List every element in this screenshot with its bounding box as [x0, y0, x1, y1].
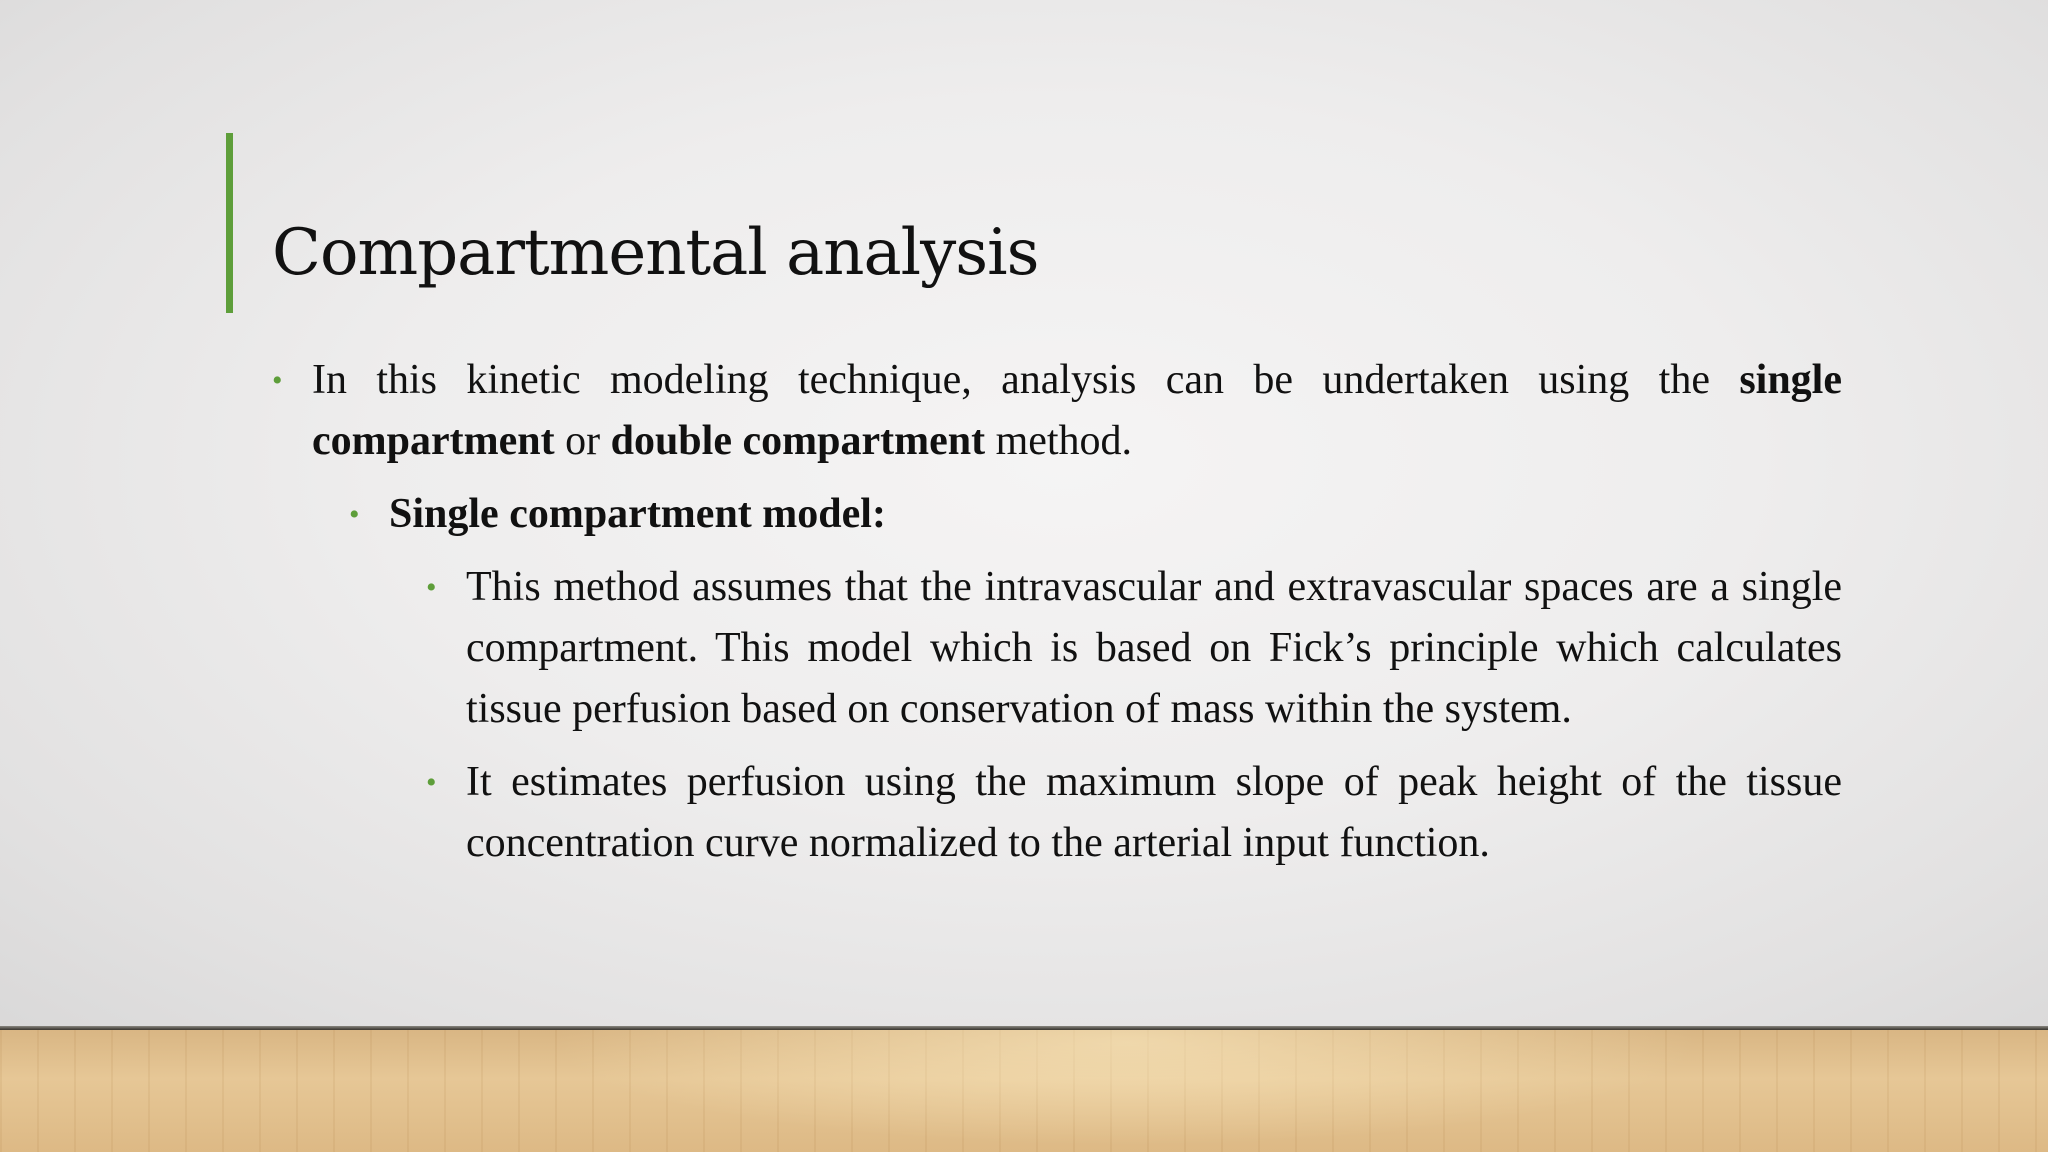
slide-body [272, 350, 1842, 874]
bullet-text: In this kinetic modeling technique, analysis can be undertaken using the single compartment or double compartment method. [312, 357, 1842, 464]
bullet-text: It estimates perfusion using the maximum slope of peak height of the tissue concentration curve normalized to the arterial input function. [466, 759, 1842, 866]
bullet-item [272, 350, 1842, 472]
bullet-icon: • [349, 498, 360, 531]
bold-term: double compartment [610, 418, 986, 464]
slide-title: Compartmental analysis [272, 216, 1039, 290]
bullet-item-subheading [272, 484, 1842, 545]
bullet-icon: • [426, 766, 437, 799]
bullet-icon: • [272, 364, 283, 397]
title-accent-bar [226, 133, 233, 313]
wood-floor-background [0, 1030, 2048, 1152]
bullet-icon: • [426, 571, 437, 604]
bullet-text: Single compartment model: [389, 491, 886, 537]
bullet-item [272, 557, 1842, 740]
bullet-text: This method assumes that the intravascular and extravascular spaces are a single compartment. This model which is based on Fick’s principle which calculates tissue perfusion based on conservation of mass within the system. [466, 564, 1842, 732]
bold-term: single compartment [312, 357, 1842, 464]
bullet-item [272, 752, 1842, 874]
